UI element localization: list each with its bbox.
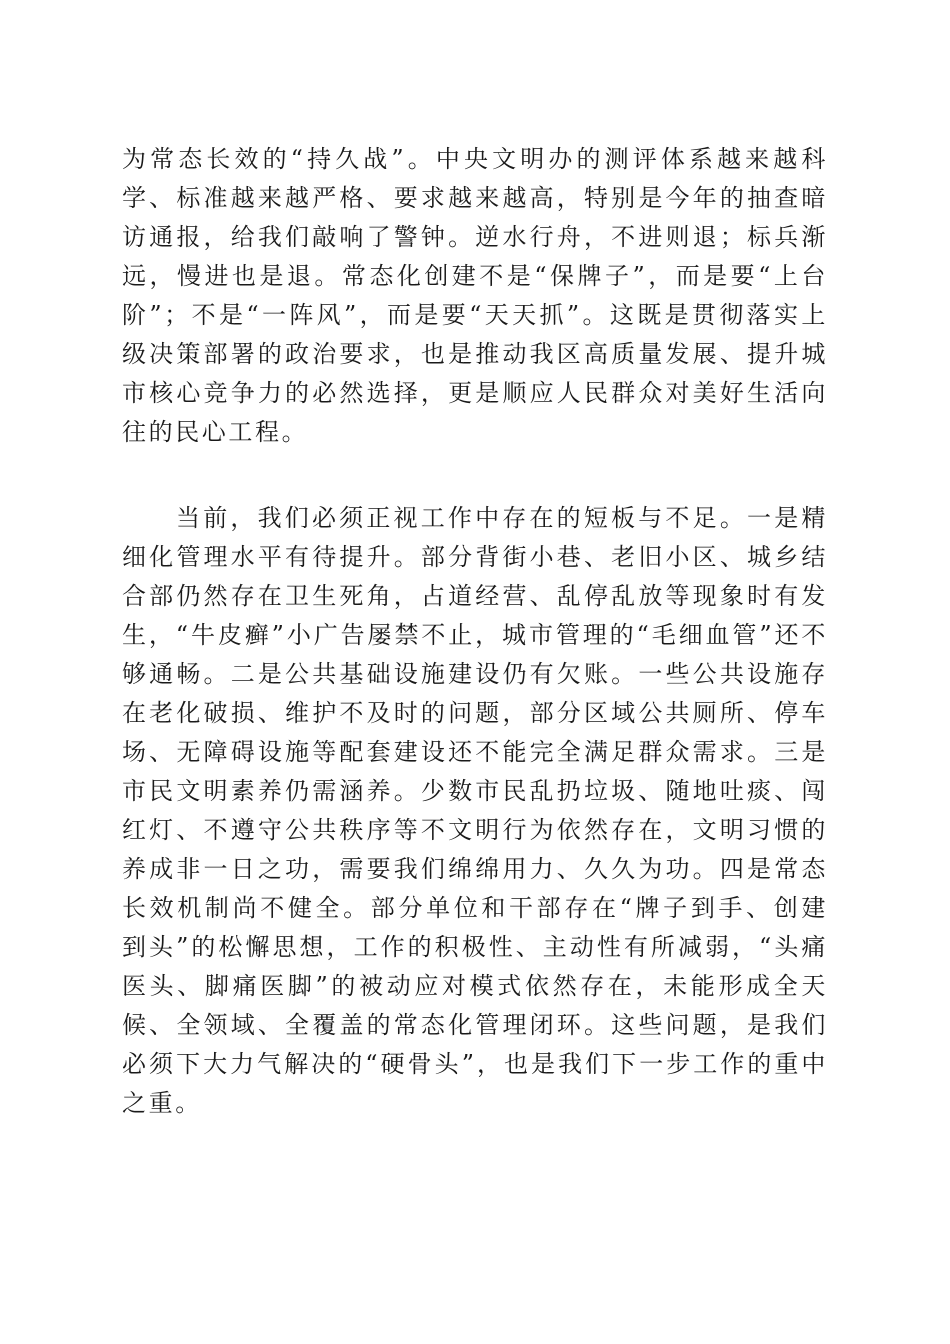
paragraph-1: 为常态长效的“持久战”。中央文明办的测评体系越来越科学、标准越来越严格、要求越来越高，特别是今年的抽查暗访通报，给我们敲响了警钟。逆水行舟，不进则退；标兵渐远，慢进也是退。常态化创建不是“保牌子”，而是要“上台阶”；不是“一阵风”，而是要“天天抓”。这既是贯彻落实上级决策部署的政治要求，也是推动我区高质量发展、提升城市核心竞争力的必然选择，更是顺应人民群众对美好生活向往的民心工程。 xyxy=(122,145,828,446)
paragraph-2-block xyxy=(122,499,828,1123)
paragraph-2: 当前，我们必须正视工作中存在的短板与不足。一是精细化管理水平有待提升。部分背街小巷、老旧小区、城乡结合部仍然存在卫生死角，占道经营、乱停乱放等现象时有发生，“牛皮癣”小广告屡禁不止，城市管理的“毛细血管”还不够通畅。二是公共基础设施建设仍有欠账。一些公共设施存在老化破损、维护不及时的问题，部分区域公共厕所、停车场、无障碍设施等配套建设还不能完全满足群众需求。三是市民文明素养仍需涵养。少数市民乱扔垃圾、随地吐痰、闯红灯、不遵守公共秩序等不文明行为依然存在，文明习惯的养成非一日之功，需要我们绵绵用力、久久为功。四是常态长效机制尚不健全。部分单位和干部存在“牌子到手、创建到头”的松懈思想，工作的积极性、主动性有所减弱，“头痛医头、脚痛医脚”的被动应对模式依然存在，未能形成全天候、全领域、全覆盖的常态化管理闭环。这些问题，是我们必须下大力气解决的“硬骨头”，也是我们下一步工作的重中之重。 xyxy=(122,504,828,1117)
paragraph-1-block xyxy=(122,140,828,452)
